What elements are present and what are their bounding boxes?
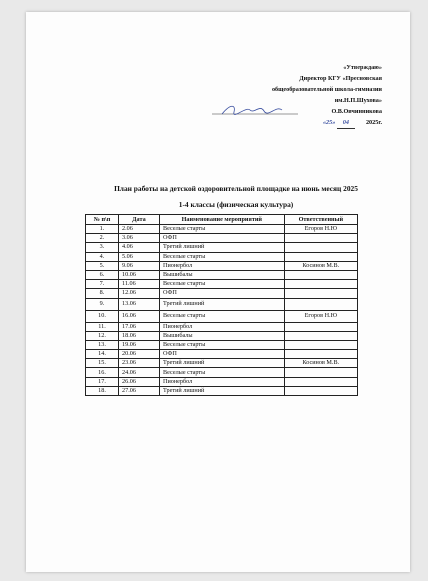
director-name: О.В.Овчинникова [331,108,382,115]
row-date: 5.06 [119,252,160,261]
table-row [86,310,358,322]
table-row [86,225,358,234]
row-responsible [284,331,357,340]
row-responsible [284,340,357,349]
row-responsible: Косинов М.В. [284,261,357,270]
row-responsible [284,243,357,252]
row-date: 17.06 [119,322,160,331]
row-date: 20.06 [119,350,160,359]
row-date: 2.06 [119,225,160,234]
row-event: Третий лишний [160,243,285,252]
row-date: 10.06 [119,270,160,279]
row-date: 27.06 [119,386,160,395]
table-row [86,340,358,349]
row-date: 3.06 [119,234,160,243]
row-number: 10. [86,310,119,322]
row-number: 13. [86,340,119,349]
row-event: Пионербол [160,261,285,270]
row-event: Вышибалы [160,270,285,279]
table-row [86,252,358,261]
row-number: 11. [86,322,119,331]
document-title [96,181,376,213]
row-date: 24.06 [119,368,160,377]
row-event: Веселые старты [160,252,285,261]
approval-position: Директор КГУ «Пресновская [299,75,382,82]
table-row [86,331,358,340]
row-number: 12. [86,331,119,340]
table-row [86,298,358,310]
table-row [86,359,358,368]
row-date: 13.06 [119,298,160,310]
signature-line [182,106,382,117]
schedule-table [85,214,358,396]
row-number: 8. [86,289,119,298]
table-row [86,243,358,252]
row-event: Веселые старты [160,310,285,322]
table-row [86,322,358,331]
row-event: Пионербол [160,377,285,386]
row-responsible [284,368,357,377]
row-event: Веселые старты [160,368,285,377]
row-event: ОФП [160,234,285,243]
table-row [86,350,358,359]
table-row [86,289,358,298]
row-responsible [284,289,357,298]
row-event: Веселые старты [160,280,285,289]
row-number: 3. [86,243,119,252]
table-row [86,386,358,395]
table-row [86,377,358,386]
row-date: 18.06 [119,331,160,340]
date-month: 04 [337,117,355,129]
row-event: Вышибалы [160,331,285,340]
row-date: 4.06 [119,243,160,252]
row-responsible: Егоров Н.Ю [284,225,357,234]
row-responsible [284,234,357,243]
row-date: 12.06 [119,289,160,298]
title-line-1: План работы на детской оздоровительной площадке на июнь месяц 2025 [114,184,358,193]
row-number: 1. [86,225,119,234]
header-date: Дата [119,215,160,225]
approval-block [182,62,382,129]
approval-date [182,117,382,129]
row-responsible [284,252,357,261]
table-body [86,225,358,396]
title-line-2: 1-4 классы (физическая культура) [178,200,294,209]
date-year: 2025г. [365,119,382,126]
table-row [86,234,358,243]
row-responsible: Косинов М.В. [284,359,357,368]
table-row [86,270,358,279]
header-responsible: Ответственный [284,215,357,225]
row-event: Пионербол [160,322,285,331]
row-responsible [284,298,357,310]
row-responsible: Егоров Н.Ю [284,310,357,322]
row-number: 4. [86,252,119,261]
row-number: 14. [86,350,119,359]
row-event: Веселые старты [160,225,285,234]
row-responsible [284,322,357,331]
row-event: Третий лишний [160,298,285,310]
row-event: ОФП [160,350,285,359]
row-number: 16. [86,368,119,377]
table-row [86,261,358,270]
row-responsible [284,280,357,289]
approval-school-name: им.Н.П.Шухова» [334,97,382,104]
row-number: 18. [86,386,119,395]
signature-mark [212,102,302,118]
header-number: № п\п [86,215,119,225]
table-header-row [86,215,358,225]
row-responsible [284,270,357,279]
row-number: 9. [86,298,119,310]
row-date: 11.06 [119,280,160,289]
header-event: Наименование мероприятий [160,215,285,225]
row-event: Третий лишний [160,359,285,368]
table-row [86,368,358,377]
row-date: 23.06 [119,359,160,368]
row-responsible [284,350,357,359]
row-number: 15. [86,359,119,368]
row-number: 2. [86,234,119,243]
date-day: «25» [322,119,336,126]
row-event: ОФП [160,289,285,298]
row-number: 17. [86,377,119,386]
row-date: 9.06 [119,261,160,270]
row-responsible [284,386,357,395]
row-event: Веселые старты [160,340,285,349]
row-number: 6. [86,270,119,279]
row-date: 19.06 [119,340,160,349]
table-row [86,280,358,289]
approval-heading: «Утверждаю» [343,64,382,71]
approval-school: общеобразовательной школа-гимназии [271,86,382,93]
row-date: 16.06 [119,310,160,322]
row-responsible [284,377,357,386]
row-date: 26.06 [119,377,160,386]
row-number: 7. [86,280,119,289]
row-number: 5. [86,261,119,270]
row-event: Третий лишний [160,386,285,395]
